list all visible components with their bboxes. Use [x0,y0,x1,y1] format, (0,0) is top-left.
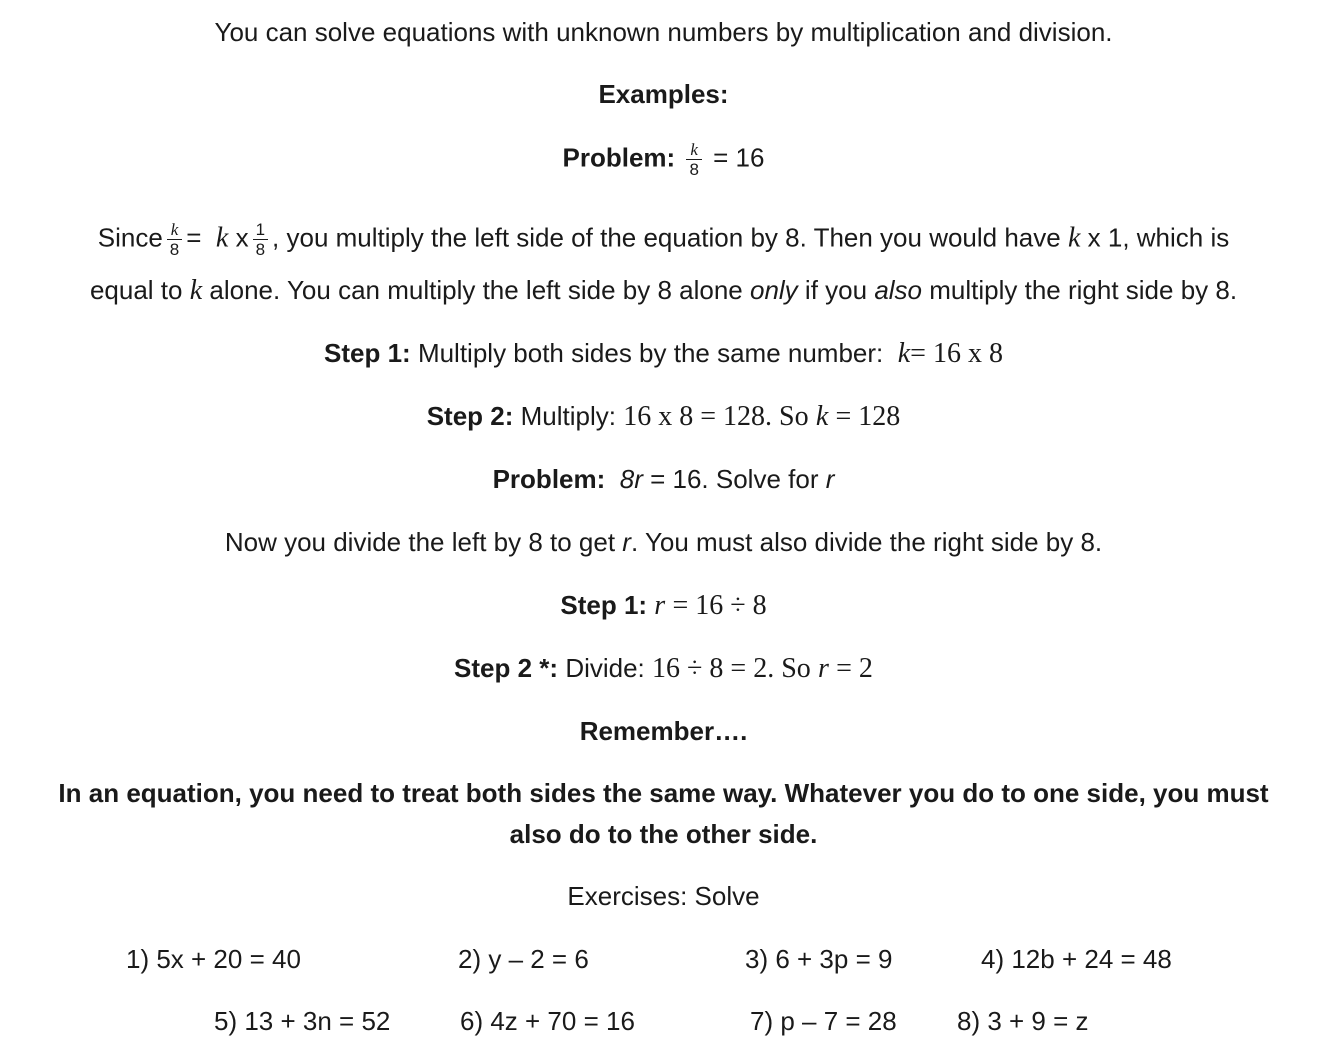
fraction-denominator: 8 [689,160,699,179]
problem-1-label: Problem: [562,142,676,173]
exercises-heading: Exercises: Solve [567,881,760,911]
fraction-denominator: 8 [169,240,180,259]
fraction-numerator: k [686,140,701,160]
explanation-text-4: alone. You can multiply the left side by 8 alone [209,275,743,305]
exercise-item: 7) p – 7 = 28 [750,1006,897,1036]
examples-heading: Examples: [598,79,729,109]
step-text: Multiply: [520,401,616,431]
step-expression: 16 ÷ 8 = 2. So [652,653,811,684]
equals-sign: = [186,222,202,253]
step-2-multiply [0,399,1327,434]
step-text: Multiply both sides by the same number: [417,338,884,368]
step-text: Divide: [565,653,645,683]
step-2-divide [0,651,1327,686]
problem-1 [0,140,1327,179]
step-expression: = 16 x 8 [910,338,1003,369]
explanation-text-6: multiply the right side by 8. [929,275,1238,305]
explanation-text-5: if you [804,275,868,305]
emphasis-also: also [874,275,923,305]
exercise-item: 4) 12b + 24 = 48 [981,944,1172,974]
variable-r: r [825,464,835,494]
exercise-item: 8) 3 + 9 = z [957,1006,1089,1036]
problem-1-fraction [686,140,701,179]
variable-k: k [189,275,203,306]
explanation-text-1: , you multiply the left side of the equation by 8. Then you would have [272,222,1061,253]
variable-k: k [815,401,829,432]
problem-2-label: Problem: [492,464,606,494]
explanation-text-2: x 1, which is [1087,222,1230,253]
rule-line-2: also do to the other side. [509,819,818,849]
step-expression: 16 x 8 = 128. So [623,401,809,432]
exercise-item: 2) y – 2 = 6 [458,944,589,974]
explanation-fraction-2 [253,220,268,259]
problem-2-text: = 16. Solve for [650,464,819,494]
fraction-numerator: k [167,220,182,240]
fraction-numerator: 1 [253,220,268,240]
step-label: Step 1: [560,590,648,620]
variable-k: k [1067,222,1081,254]
step-result: = 128 [835,401,901,432]
explanation-fraction-1 [167,220,182,259]
explanation-line-2 [0,273,1327,308]
explanation-2-text-a: Now you divide the left by 8 to get [224,527,616,557]
explanation-line-1 [0,220,1327,259]
step-label: Step 2: [426,401,514,431]
step-1-multiply [0,336,1327,371]
variable-r: r [622,527,631,557]
explanation-2 [0,525,1327,559]
explanation-2-text-b: . You must also divide the right side by 8. [630,527,1103,557]
step-label: Step 2 *: [454,653,559,683]
exercise-item: 5) 13 + 3n = 52 [214,1006,391,1036]
variable-r: r [654,590,666,621]
problem-2-term: 8r [619,464,643,494]
emphasis-only: only [749,275,798,305]
explanation-text-3: equal to [89,275,183,305]
exercise-item: 1) 5x + 20 = 40 [126,944,301,974]
problem-1-rhs: = 16 [713,142,765,173]
variable-r: r [818,653,829,684]
step-label: Step 1: [324,338,411,368]
variable-k: k [897,338,911,369]
problem-2 [0,462,1327,496]
intro-text: You can solve equations with unknown numbers by multiplication and division. [214,17,1113,47]
since-text: Since [97,222,163,253]
times-sign: x [235,222,249,253]
rule-line-1: In an equation, you need to treat both sides the same way. Whatever you do to one side, you must [58,778,1269,808]
fraction-denominator: 8 [255,240,266,259]
variable-k: k [215,222,229,254]
step-1-divide [0,588,1327,623]
step-expression: = 16 ÷ 8 [672,590,767,621]
exercise-item: 6) 4z + 70 = 16 [460,1006,635,1036]
exercise-item: 3) 6 + 3p = 9 [745,944,893,974]
remember-heading: Remember…. [579,716,748,746]
step-result: = 2 [836,653,873,684]
